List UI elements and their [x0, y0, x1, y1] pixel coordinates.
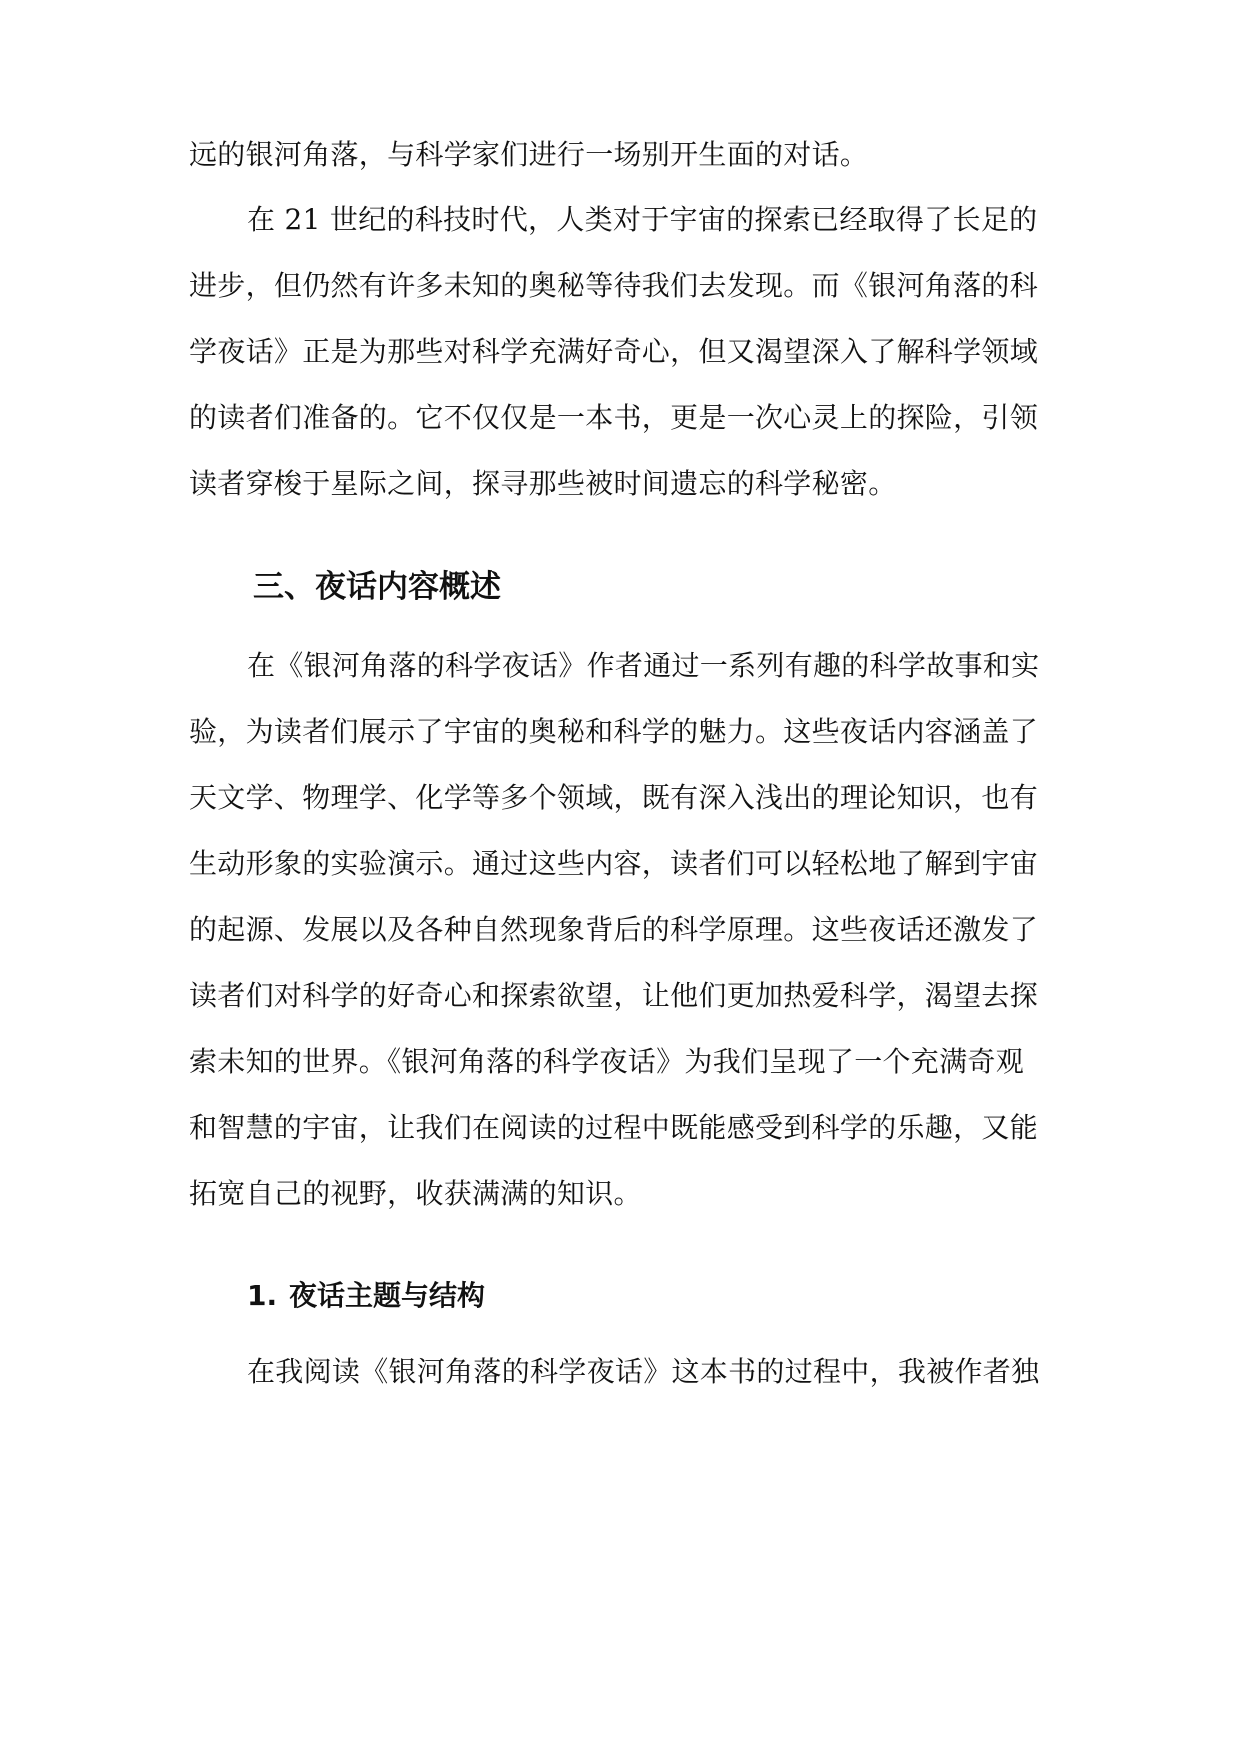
paragraph-4-line-1: 在我阅读《银河角落的科学夜话》这本书的过程中，我被作者独	[247, 1355, 1040, 1388]
paragraph-3-line-3: 天文学、物理学、化学等多个领域，既有深入浅出的理论知识，也有	[189, 781, 1039, 814]
section-heading: 三、夜话内容概述	[253, 569, 501, 605]
paragraph-2-line-5: 读者穿梭于星际之间，探寻那些被时间遗忘的科学秘密。	[189, 467, 897, 500]
paragraph-3-line-8: 和智慧的宇宙，让我们在阅读的过程中既能感受到科学的乐趣，又能	[189, 1111, 1039, 1144]
paragraph-3-line-9: 拓宽自己的视野，收获满满的知识。	[189, 1177, 642, 1210]
paragraph-1-line-1: 远的银河角落，与科学家们进行一场别开生面的对话。	[189, 138, 869, 171]
paragraph-2-line-1: 在 21 世纪的科技时代，人类对于宇宙的探索已经取得了长足的	[247, 203, 1038, 236]
paragraph-3-line-2: 验，为读者们展示了宇宙的奥秘和科学的魅力。这些夜话内容涵盖了	[189, 715, 1039, 748]
subsection-title: 夜话主题与结构	[289, 1279, 486, 1312]
paragraph-2-line-3: 学夜话》正是为那些对科学充满好奇心，但又渴望深入了解科学领域	[189, 335, 1039, 368]
paragraph-3-line-5: 的起源、发展以及各种自然现象背后的科学原理。这些夜话还激发了	[189, 913, 1039, 946]
subsection-heading	[247, 1276, 485, 1316]
paragraph-2-line-4: 的读者们准备的。它不仅仅是一本书，更是一次心灵上的探险，引领	[189, 401, 1039, 434]
paragraph-3-line-1: 在《银河角落的科学夜话》作者通过一系列有趣的科学故事和实	[247, 649, 1040, 682]
paragraph-2-line-2: 进步，但仍然有许多未知的奥秘等待我们去发现。而《银河角落的科	[189, 269, 1039, 302]
paragraph-3-line-7: 索未知的世界。《银河角落的科学夜话》为我们呈现了一个充满奇观	[189, 1045, 1025, 1078]
paragraph-3-line-4: 生动形象的实验演示。通过这些内容，读者们可以轻松地了解到宇宙	[189, 847, 1039, 880]
paragraph-3-line-6: 读者们对科学的好奇心和探索欲望，让他们更加热爱科学，渴望去探	[189, 979, 1039, 1012]
subsection-number: 1.	[247, 1279, 278, 1312]
